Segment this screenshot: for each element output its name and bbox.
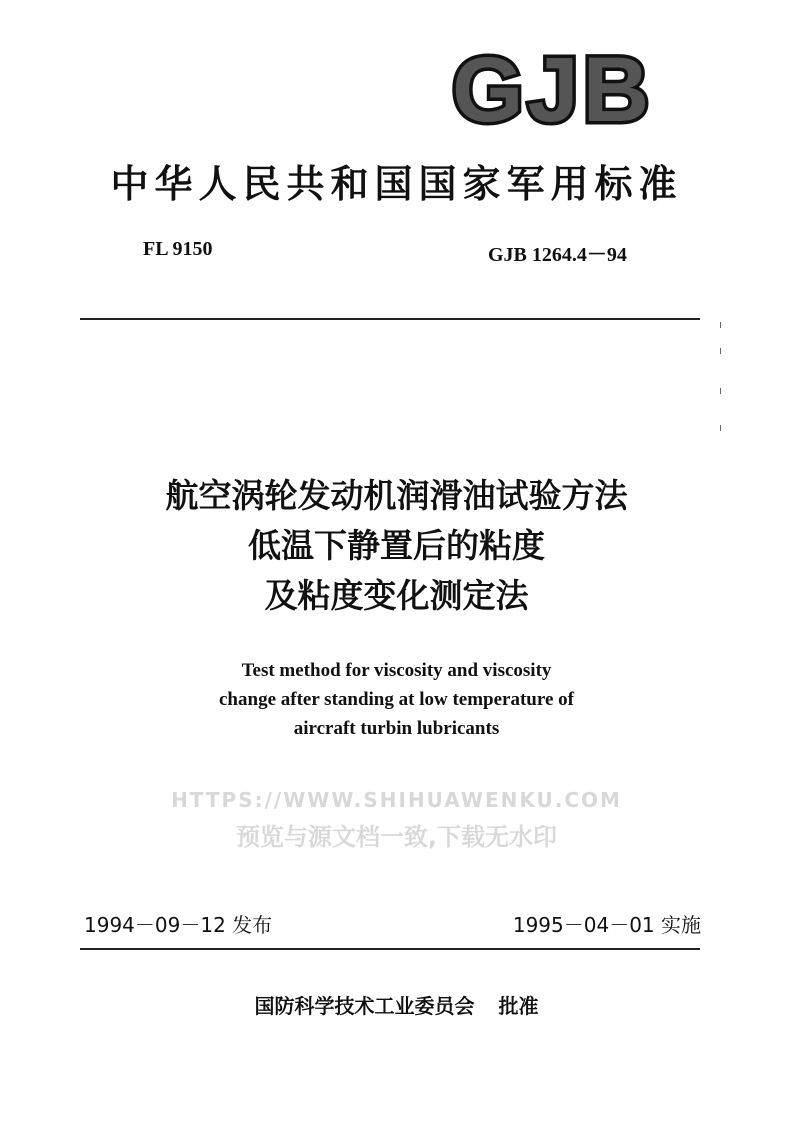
watermark-url: HTTPS://WWW.SHIHUAWENKU.COM	[171, 788, 622, 812]
approval-action: 批准	[498, 994, 539, 1018]
approval-authority: 国防科学技术工业委员会	[254, 994, 475, 1018]
gjb-logo	[452, 39, 682, 141]
bottom-divider	[80, 948, 700, 950]
title-cn-line-2: 低温下静置后的粘度	[248, 526, 545, 565]
watermark-notice: 预览与源文档一致,下载无水印	[235, 823, 558, 851]
top-divider	[80, 318, 700, 320]
title-cn-line-3: 及粘度变化测定法	[264, 576, 529, 615]
organization-heading: 中华人民共和国国家军用标准	[110, 162, 683, 206]
approval-line	[0, 990, 793, 1019]
effective-date: 1995－04－01 实施	[512, 913, 701, 937]
issue-date: 1994－09－12 发布	[84, 913, 273, 937]
classification-code: FL 9150	[143, 238, 213, 260]
standard-number: GJB 1264.4－94	[488, 244, 627, 266]
title-en-line-1: Test method for viscosity and viscosity	[241, 660, 552, 681]
title-cn-line-1: 航空涡轮发动机润滑油试验方法	[165, 476, 628, 515]
title-en-line-3: aircraft turbin lubricants	[293, 718, 500, 739]
title-en-line-2: change after standing at low temperature of	[219, 689, 574, 710]
title-en	[0, 656, 793, 743]
logo-text: GJB	[452, 39, 654, 141]
